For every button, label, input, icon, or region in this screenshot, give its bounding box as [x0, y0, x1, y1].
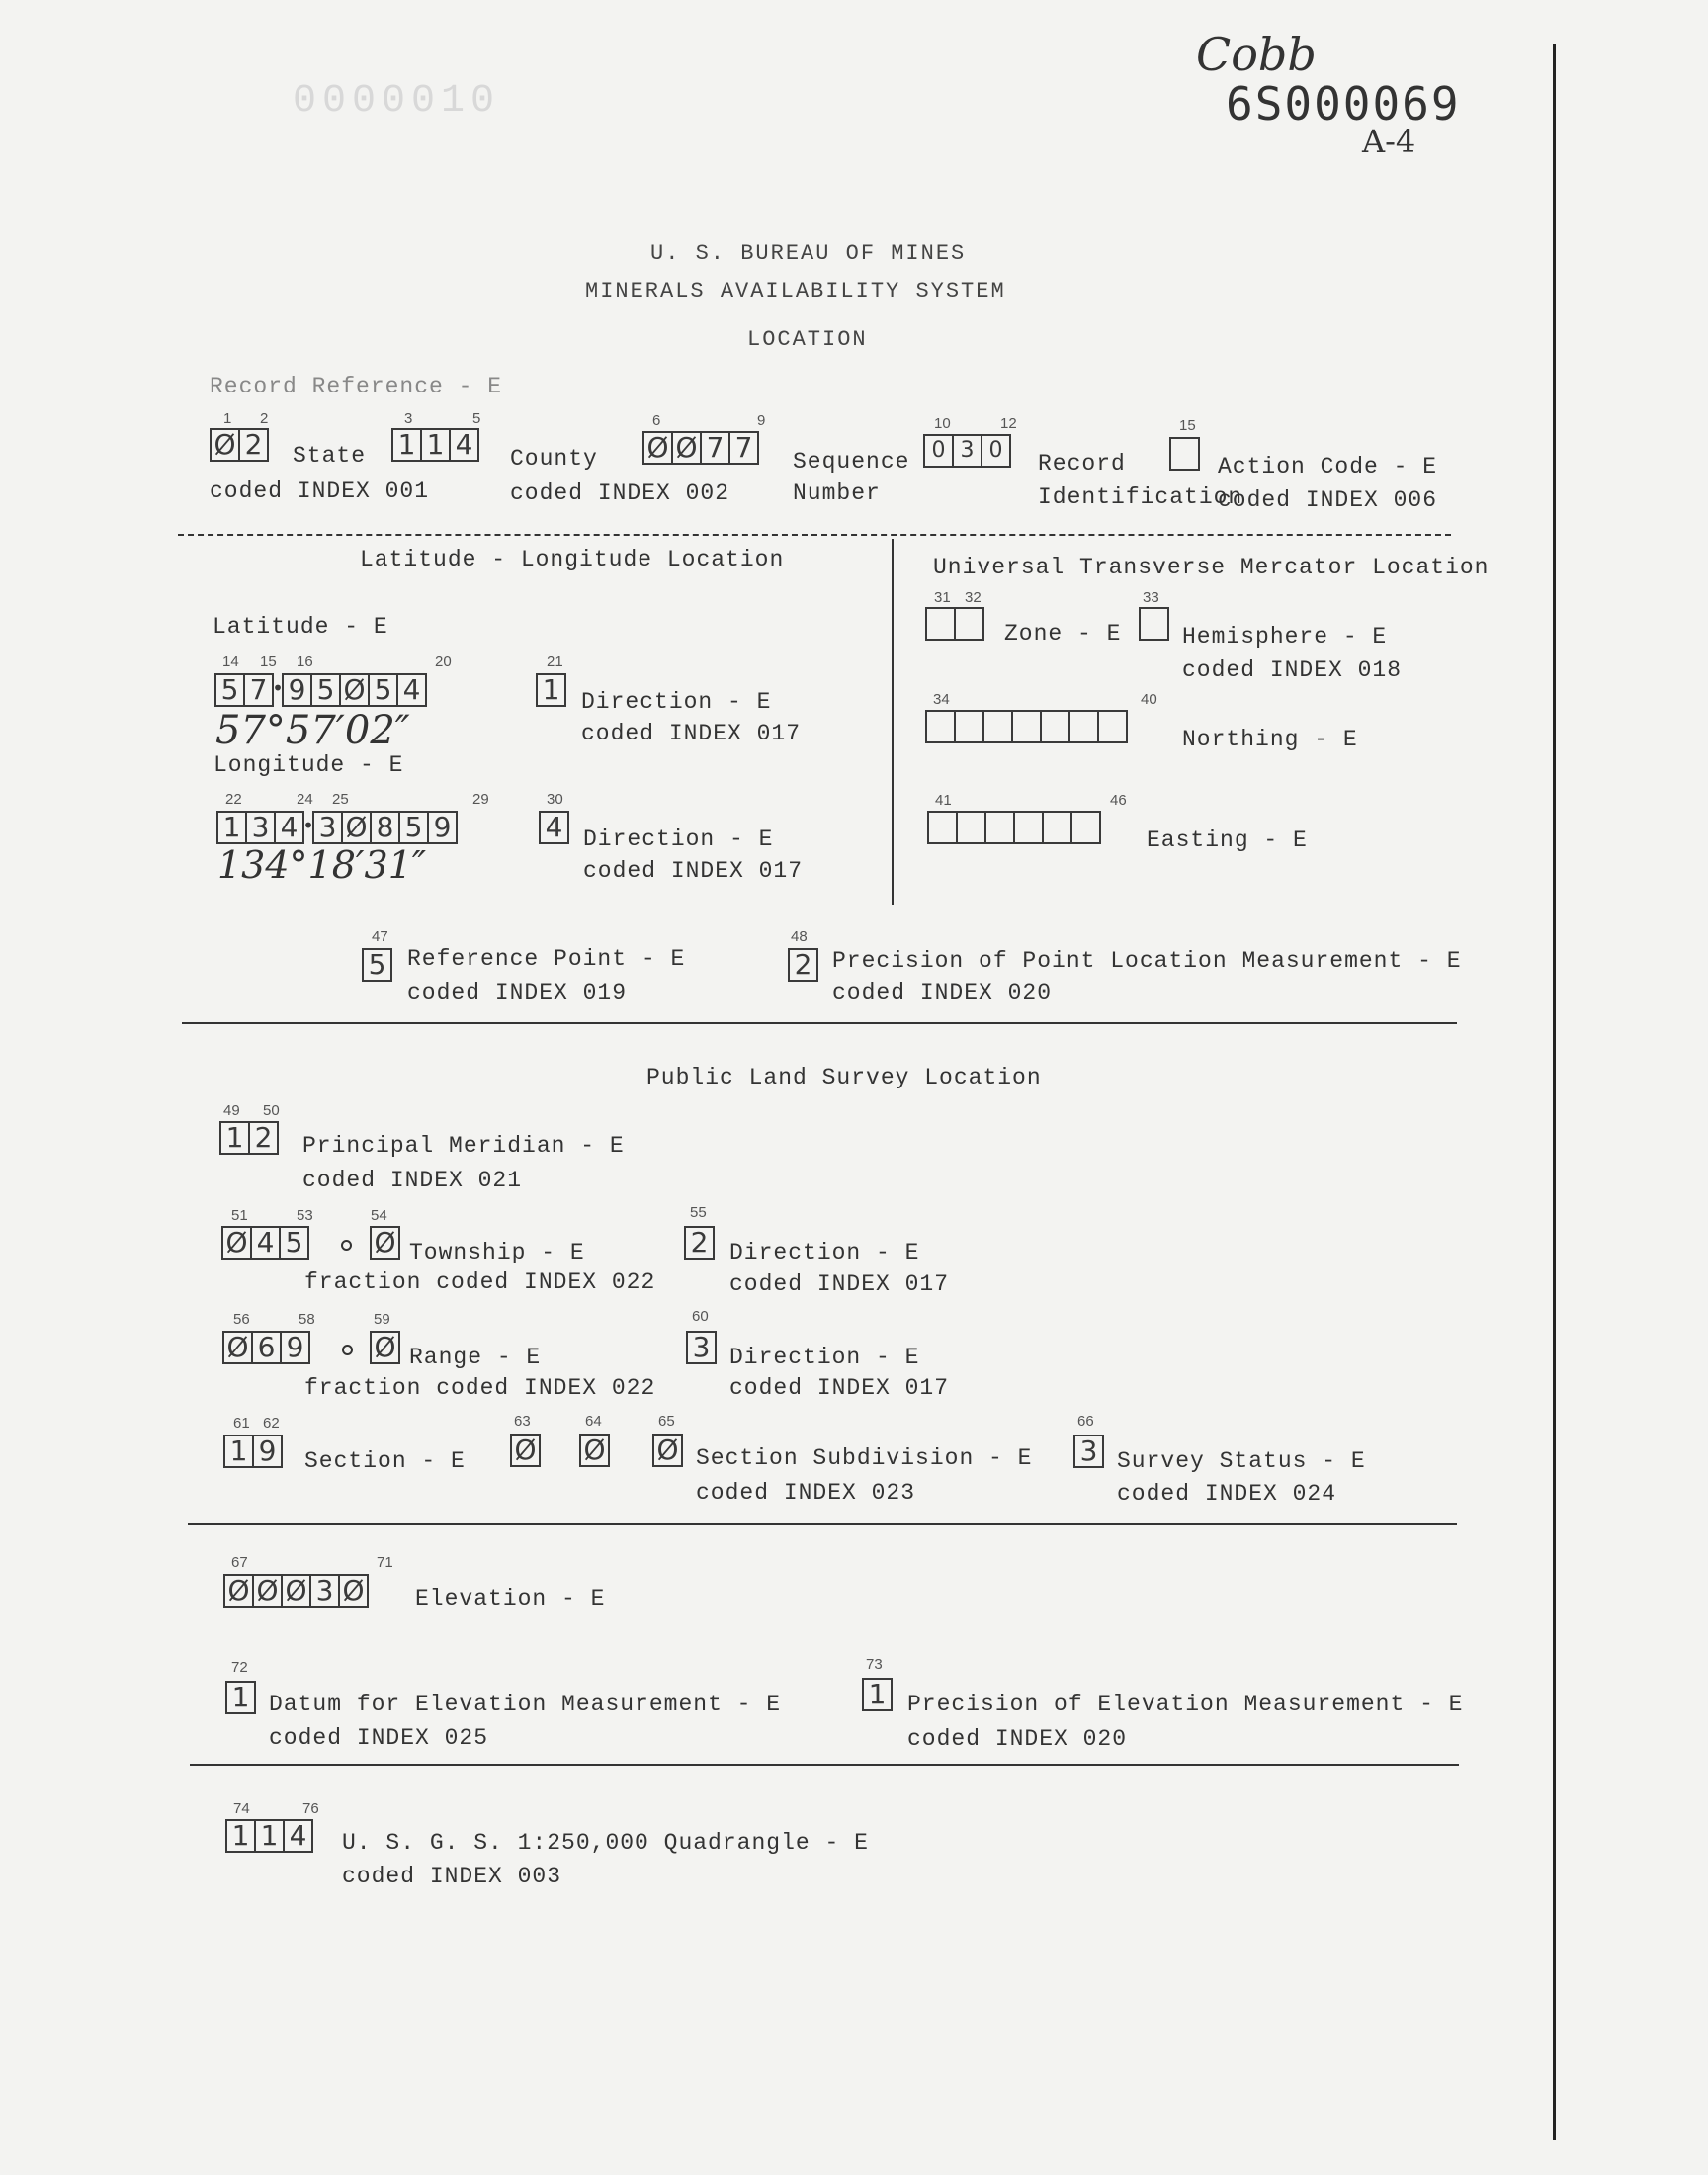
latitude-handwritten: 57°57′02″	[215, 708, 410, 753]
longitude-direction-label: Direction - E	[583, 826, 774, 852]
col-number: 51	[231, 1207, 248, 1224]
fraction-separator	[342, 1345, 353, 1355]
zone-field[interactable]	[925, 607, 982, 641]
longitude-digit: 1	[216, 811, 247, 844]
col-number: 56	[233, 1311, 250, 1328]
col-number: 63	[514, 1413, 531, 1430]
col-number: 64	[585, 1413, 602, 1430]
sequence-digit: 7	[728, 431, 759, 465]
elevation-precision-sub: coded INDEX 020	[907, 1726, 1128, 1752]
township-direction-digit: 2	[684, 1226, 715, 1260]
zone-label: Zone - E	[1004, 621, 1122, 647]
elevation-digit: Ø	[223, 1574, 254, 1608]
section-divider	[182, 1022, 1457, 1024]
longitude-digit: Ø	[341, 811, 372, 844]
longitude-digit: 3	[245, 811, 276, 844]
elevation-label: Elevation - E	[415, 1586, 606, 1611]
section-digit: 9	[252, 1435, 283, 1468]
subdivision-digit: Ø	[652, 1434, 683, 1467]
longitude-direction-digit: 4	[539, 811, 569, 844]
elevation-digit: Ø	[252, 1574, 283, 1608]
datum-digit: 1	[225, 1681, 256, 1714]
document-number: 6S000069	[1226, 77, 1461, 130]
col-number: 2	[260, 410, 269, 427]
page-title: LOCATION	[747, 327, 868, 352]
subdivision-digit: Ø	[510, 1434, 541, 1467]
col-number: 58	[299, 1311, 315, 1328]
range-sub: fraction coded INDEX 022	[304, 1375, 656, 1401]
zone-digit	[925, 607, 956, 641]
col-number: 21	[547, 653, 563, 670]
sequence-label: Sequence	[793, 449, 910, 475]
range-direction-sub: coded INDEX 017	[729, 1375, 950, 1401]
col-number: 55	[690, 1204, 707, 1221]
meridian-digit: 2	[248, 1121, 279, 1155]
subdivision-field-2[interactable]	[579, 1434, 608, 1467]
longitude-direction-sub: coded INDEX 017	[583, 858, 804, 884]
northing-digit	[1011, 710, 1042, 743]
township-fraction-digit: Ø	[370, 1226, 400, 1260]
subdivision-label: Section Subdivision - E	[696, 1445, 1033, 1471]
point-precision-field[interactable]	[788, 948, 816, 982]
sequence-digit: Ø	[671, 431, 702, 465]
easting-digit	[1042, 811, 1072, 844]
col-number: 60	[692, 1308, 709, 1325]
longitude-digit: 8	[370, 811, 400, 844]
faint-stamp: 0000010	[293, 79, 501, 124]
col-number: 72	[231, 1659, 248, 1676]
latitude-digit: 5	[310, 673, 341, 707]
point-precision-sub: coded INDEX 020	[832, 980, 1053, 1005]
longitude-digit: 3	[312, 811, 343, 844]
state-code-field[interactable]	[210, 428, 267, 462]
section-digit: 1	[223, 1435, 254, 1468]
col-number: 9	[757, 412, 766, 429]
section-divider	[188, 1523, 1457, 1525]
easting-field[interactable]	[927, 811, 1099, 844]
meridian-sub: coded INDEX 021	[302, 1168, 523, 1193]
hemisphere-label: Hemisphere - E	[1182, 624, 1388, 650]
quadrangle-label: U. S. G. S. 1:250,000 Quadrangle - E	[342, 1830, 869, 1856]
elevation-precision-label: Precision of Elevation Measurement - E	[907, 1692, 1464, 1717]
col-number: 30	[547, 791, 563, 808]
range-digit: 6	[251, 1331, 282, 1364]
col-number: 71	[377, 1554, 393, 1571]
col-number: 24	[297, 791, 313, 808]
latitude-digit: 5	[368, 673, 398, 707]
elevation-digit: Ø	[338, 1574, 369, 1608]
action-code-sub: coded INDEX 006	[1218, 487, 1438, 513]
latitude-direction-digit: 1	[536, 673, 566, 707]
sequence-digit: 7	[700, 431, 730, 465]
hemisphere-digit	[1139, 607, 1169, 641]
col-number: 6	[652, 412, 661, 429]
col-number: 15	[1179, 417, 1196, 434]
latitude-digit: 7	[243, 673, 274, 707]
longitude-handwritten: 134°18′31″	[217, 843, 427, 887]
col-number: 53	[297, 1207, 313, 1224]
col-number: 62	[263, 1415, 280, 1432]
subdivision-field-3[interactable]	[652, 1434, 681, 1467]
state-label: State	[293, 443, 367, 469]
col-number: 76	[302, 1800, 319, 1817]
point-precision-digit: 2	[788, 948, 818, 982]
col-number: 32	[965, 589, 982, 606]
col-number: 29	[472, 791, 489, 808]
county-sub: coded INDEX 002	[510, 480, 730, 506]
elevation-digit: Ø	[281, 1574, 311, 1608]
range-direction-field[interactable]	[686, 1331, 715, 1364]
record-id-digit: 0	[923, 434, 954, 468]
right-border	[1553, 44, 1556, 2140]
col-number: 65	[658, 1413, 675, 1430]
sequence-digit: Ø	[642, 431, 673, 465]
col-number: 59	[374, 1311, 390, 1328]
sequence-sub: Number	[793, 480, 881, 506]
vertical-divider	[892, 539, 894, 905]
section-field[interactable]	[223, 1435, 281, 1468]
record-id-digit: 0	[981, 434, 1011, 468]
northing-digit	[925, 710, 956, 743]
longitude-digit: 5	[398, 811, 429, 844]
subdivision-field-1[interactable]	[510, 1434, 539, 1467]
northing-digit	[1040, 710, 1070, 743]
col-number: 61	[233, 1415, 250, 1432]
easting-digit	[927, 811, 958, 844]
system-title: MINERALS AVAILABILITY SYSTEM	[585, 279, 1006, 304]
col-number: 49	[223, 1102, 240, 1119]
elevation-precision-field[interactable]	[862, 1678, 891, 1711]
northing-digit	[982, 710, 1013, 743]
survey-status-sub: coded INDEX 024	[1117, 1481, 1337, 1507]
latitude-direction-label: Direction - E	[581, 689, 772, 715]
latitude-digit: Ø	[339, 673, 370, 707]
col-number: 66	[1077, 1413, 1094, 1430]
pls-title: Public Land Survey Location	[646, 1065, 1042, 1090]
utm-title: Universal Transverse Mercator Location	[933, 555, 1490, 580]
meridian-digit: 1	[219, 1121, 250, 1155]
zone-digit	[954, 607, 984, 641]
col-number: 10	[934, 415, 951, 432]
datum-field[interactable]	[225, 1681, 254, 1714]
range-digit: 9	[280, 1331, 310, 1364]
sequence-number-field[interactable]	[642, 431, 757, 465]
state-digit: Ø	[210, 428, 240, 462]
record-id-field[interactable]	[923, 434, 1009, 468]
elevation-precision-digit: 1	[862, 1678, 893, 1711]
survey-status-digit: 3	[1073, 1435, 1104, 1468]
col-number: 67	[231, 1554, 248, 1571]
reference-point-sub: coded INDEX 019	[407, 980, 628, 1005]
latitude-digit: 4	[396, 673, 427, 707]
col-number: 12	[1000, 415, 1017, 432]
datum-sub: coded INDEX 025	[269, 1725, 489, 1751]
col-number: 25	[332, 791, 349, 808]
county-code-field[interactable]	[391, 428, 477, 462]
col-number: 50	[263, 1102, 280, 1119]
action-code-label: Action Code - E	[1218, 454, 1438, 479]
survey-status-label: Survey Status - E	[1117, 1448, 1366, 1474]
meridian-field[interactable]	[219, 1121, 277, 1155]
col-number: 3	[404, 410, 413, 427]
quadrangle-field[interactable]	[225, 1819, 311, 1853]
col-number: 31	[934, 589, 951, 606]
latitude-field[interactable]	[214, 673, 425, 707]
township-label: Township - E	[409, 1240, 585, 1265]
reference-point-field[interactable]	[362, 948, 390, 982]
action-code-digit	[1169, 437, 1200, 471]
col-number: 20	[435, 653, 452, 670]
township-digit: 4	[250, 1226, 281, 1260]
col-number: 40	[1141, 691, 1157, 708]
township-digit: 5	[279, 1226, 309, 1260]
col-number: 14	[222, 653, 239, 670]
fraction-separator	[341, 1240, 352, 1251]
latitude-direction-sub: coded INDEX 017	[581, 721, 802, 746]
subdivision-sub: coded INDEX 023	[696, 1480, 916, 1506]
col-number: 48	[791, 928, 808, 945]
northing-label: Northing - E	[1182, 727, 1358, 752]
reference-point-digit: 5	[362, 948, 392, 982]
datum-label: Datum for Elevation Measurement - E	[269, 1692, 782, 1717]
range-digit: Ø	[222, 1331, 253, 1364]
easting-digit	[984, 811, 1015, 844]
northing-digit	[1097, 710, 1128, 743]
state-sub: coded INDEX 001	[210, 478, 430, 504]
record-reference-label: Record Reference - E	[210, 374, 503, 399]
quadrangle-sub: coded INDEX 003	[342, 1864, 562, 1889]
handwritten-name: Cobb	[1196, 28, 1317, 81]
longitude-digit: 4	[274, 811, 304, 844]
col-number: 22	[225, 791, 242, 808]
longitude-field[interactable]	[216, 811, 456, 844]
col-number: 34	[933, 691, 950, 708]
sheet-number: A-4	[1362, 123, 1416, 160]
col-number: 5	[472, 410, 481, 427]
col-number: 46	[1110, 792, 1127, 809]
township-direction-label: Direction - E	[729, 1240, 920, 1265]
range-fraction-digit: Ø	[370, 1331, 400, 1364]
township-direction-sub: coded INDEX 017	[729, 1271, 950, 1297]
decimal-point: •	[302, 814, 314, 837]
range-label: Range - E	[409, 1345, 542, 1370]
county-label: County	[510, 446, 598, 472]
col-number: 47	[372, 928, 388, 945]
subdivision-digit: Ø	[579, 1434, 610, 1467]
range-fraction-field[interactable]	[370, 1331, 398, 1364]
meridian-label: Principal Meridian - E	[302, 1133, 625, 1159]
elevation-digit: 3	[309, 1574, 340, 1608]
col-number: 41	[935, 792, 952, 809]
col-number: 73	[866, 1656, 883, 1673]
latitude-digit: 5	[214, 673, 245, 707]
easting-digit	[956, 811, 986, 844]
elevation-field[interactable]	[223, 1574, 367, 1608]
section-label: Section - E	[304, 1448, 466, 1474]
decimal-point: •	[272, 676, 284, 700]
township-sub: fraction coded INDEX 022	[304, 1269, 656, 1295]
col-number: 33	[1143, 589, 1159, 606]
easting-label: Easting - E	[1147, 827, 1308, 853]
quadrangle-digit: 1	[225, 1819, 256, 1853]
township-field[interactable]	[221, 1226, 307, 1260]
col-number: 74	[233, 1800, 250, 1817]
record-id-label: Record	[1038, 451, 1126, 477]
township-fraction-field[interactable]	[370, 1226, 398, 1260]
latitude-label: Latitude - E	[213, 614, 388, 640]
northing-digit	[1068, 710, 1099, 743]
survey-status-field[interactable]	[1073, 1435, 1102, 1468]
agency-title: U. S. BUREAU OF MINES	[650, 241, 967, 266]
easting-digit	[1070, 811, 1101, 844]
col-number: 15	[260, 653, 277, 670]
state-digit: 2	[238, 428, 269, 462]
longitude-direction-field[interactable]	[539, 811, 567, 844]
record-id-sub: Identification	[1038, 484, 1243, 510]
reference-point-label: Reference Point - E	[407, 946, 686, 972]
longitude-digit: 9	[427, 811, 458, 844]
col-number: 54	[371, 1207, 387, 1224]
point-precision-label: Precision of Point Location Measurement - E	[832, 948, 1462, 974]
col-number: 16	[297, 653, 313, 670]
record-id-digit: 3	[952, 434, 982, 468]
section-divider	[178, 534, 1451, 536]
county-digit: 1	[391, 428, 422, 462]
latlong-title: Latitude - Longitude Location	[360, 547, 785, 572]
latitude-digit: 9	[282, 673, 312, 707]
longitude-label: Longitude - E	[214, 752, 404, 778]
quadrangle-digit: 4	[283, 1819, 313, 1853]
easting-digit	[1013, 811, 1044, 844]
range-field[interactable]	[222, 1331, 308, 1364]
range-direction-digit: 3	[686, 1331, 717, 1364]
township-digit: Ø	[221, 1226, 252, 1260]
county-digit: 1	[420, 428, 451, 462]
col-number: 1	[223, 410, 232, 427]
section-divider	[190, 1764, 1459, 1766]
hemisphere-field[interactable]	[1139, 607, 1167, 641]
hemisphere-sub: coded INDEX 018	[1182, 657, 1403, 683]
northing-field[interactable]	[925, 710, 1126, 743]
quadrangle-digit: 1	[254, 1819, 285, 1853]
township-direction-field[interactable]	[684, 1226, 713, 1260]
range-direction-label: Direction - E	[729, 1345, 920, 1370]
northing-digit	[954, 710, 984, 743]
county-digit: 4	[449, 428, 479, 462]
action-code-field[interactable]	[1169, 437, 1198, 471]
latitude-direction-field[interactable]	[536, 673, 564, 707]
